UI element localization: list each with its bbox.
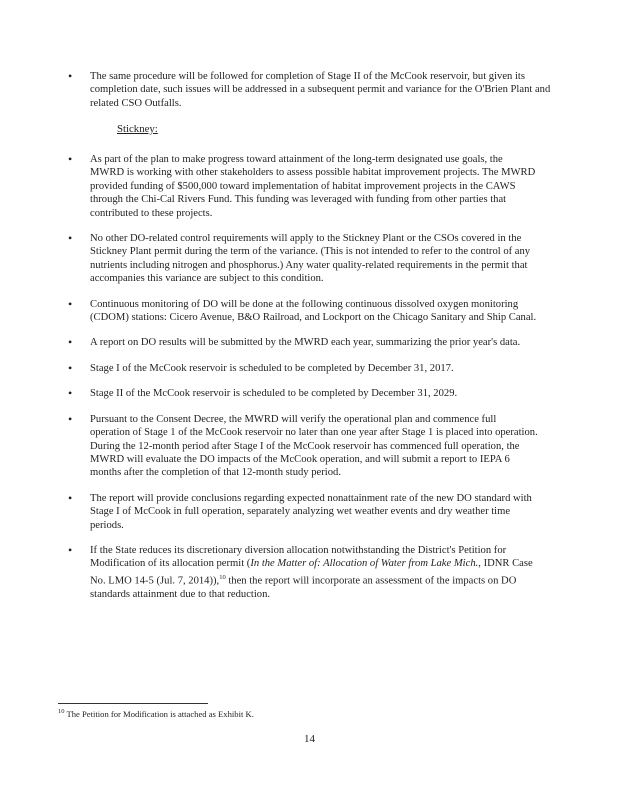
bullet-text: No other DO-related control requirements will apply to the Stickney Plant or the CSOs covered in the Stickney Plant permit during the term of the variance. (This is not intended to refer to the control of any nutrients including nitrogen and phosphorus.) Any water quality-related requirements in the permit that accompanies this variance are subject to this condition. [90, 233, 531, 285]
bullet-dot: • [68, 542, 73, 557]
case-citation: In the Matter of: Allocation of Water from Lake Mich. [250, 558, 479, 570]
bullet-dot: • [68, 231, 73, 246]
bullet-dot: • [68, 335, 73, 350]
footnote-text: The Petition for Modification is attached as Exhibit K. [64, 708, 254, 719]
bullet-dot: • [68, 360, 73, 375]
page-number: 14 [304, 733, 315, 745]
bullet-text: The report will provide conclusions regarding expected nonattainment rate of the new DO standard with Stage I of McCook in full operation, separately analyzing wet weather events and dry weather time periods. [90, 492, 532, 531]
bullet-dot: • [68, 411, 73, 426]
bullet-dot: • [68, 152, 73, 166]
bullet-text: Continuous monitoring of DO will be done at the following continuous dissolved oxygen monitoring (CDOM) stations: Cicero Avenue, B&O Railroad, and Lockport on the Chicago Sanitary and Ship Canal. [90, 298, 537, 324]
bullet-text: Pursuant to the Consent Decree, the MWRD will verify the operational plan and commence full operation of Stage 1 of the McCook reservoir no later than one year after Stage 1 is placed into operation. During the 12-month period after Stage I of the McCook reservoir has commenced full operation, the MWRD will evaluate the DO impacts of the McCook operation, and will submit a report to IEPA 6 months after the completion of that 12-month study period. [90, 413, 538, 479]
bullet-text: The same procedure will be followed for completion of Stage II of the McCook reservoir, but given its completion date, such issues will be addressed in a subsequent permit and variance for the O'Brien Plant and related CSO Outfalls. [90, 71, 551, 109]
bullet-item [58, 362, 538, 375]
footnote-divider [58, 703, 208, 704]
bullet-item [58, 298, 538, 325]
footnote-mark: 10 [58, 708, 65, 715]
bullet-text-part: then the report will incorporate an assessment of the impacts on DO standards attainment due to that reduction. [90, 575, 517, 600]
bullet-item [58, 544, 538, 601]
bullet-text: As part of the plan to make progress toward attainment of the long-term designated use goals, the MWRD is working with other stakeholders to assess possible habitat improvement projects. The MWRD provided funding of $500,000 toward implementation of habitat improvement projects in the CAWS through the Chi-Cal Rivers Fund. This funding was leveraged with funding from other parties that contributed to these projects. [90, 154, 536, 219]
bullet-item [58, 413, 538, 480]
bullet-text: A report on DO results will be submitted by the MWRD each year, summarizing the prior year's data. [90, 337, 521, 349]
bullet-item [58, 232, 538, 286]
bullet-item [58, 70, 570, 110]
section-subheading: Stickney: [117, 123, 158, 135]
bullet-dot: • [68, 296, 73, 311]
bullet-item [58, 387, 538, 400]
bullet-text-part: , IDNR Case No. LMO 14-5 (Jul. 7, 2014)), [90, 558, 533, 587]
footnote-ref[interactable]: 10 [219, 573, 226, 581]
bullet-item [58, 492, 538, 532]
bullet-dot: • [68, 69, 73, 83]
bullet-dot: • [68, 490, 73, 505]
bullet-item [58, 153, 538, 220]
footnote [58, 708, 254, 719]
bullet-dot: • [68, 386, 73, 401]
bullet-text: Stage II of the McCook reservoir is scheduled to be completed by December 31, 2029. [90, 388, 458, 400]
bullet-item [58, 336, 538, 349]
bullet-text-part: If the State reduces its discretionary diversion allocation notwithstanding the District's Petition for Modification of its allocation permit ( [90, 544, 507, 570]
bullet-list [58, 153, 538, 601]
bullet-text: Stage I of the McCook reservoir is scheduled to be completed by December 31, 2017. [90, 362, 454, 374]
